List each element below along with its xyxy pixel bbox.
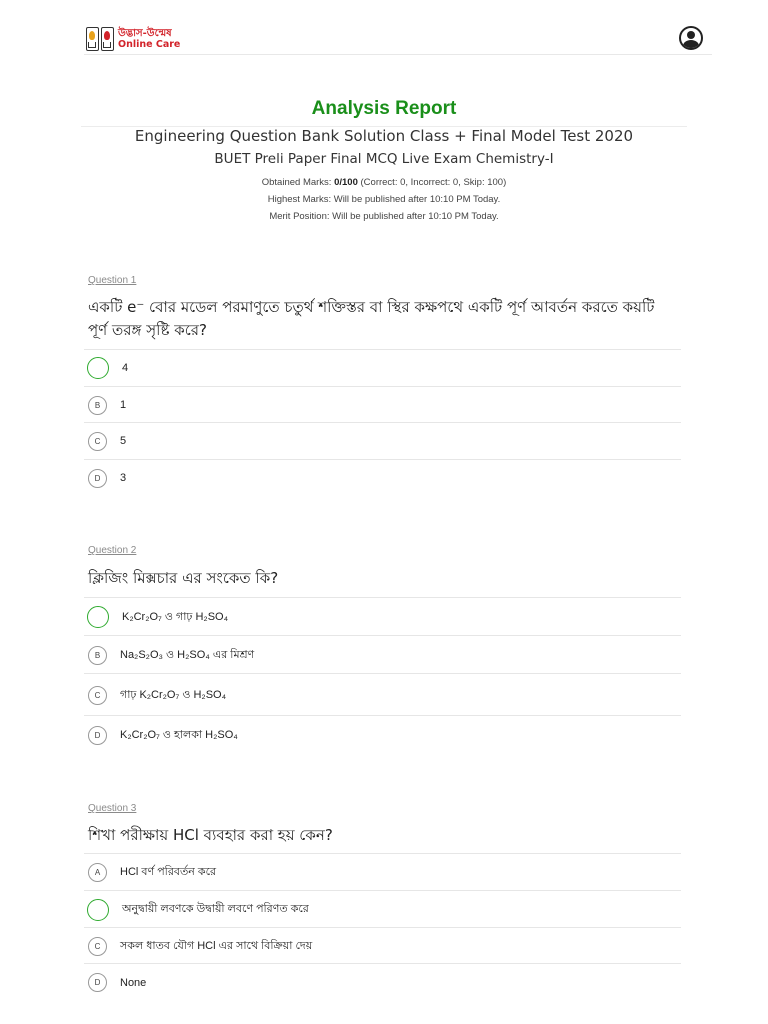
option-text: 5 xyxy=(120,435,127,447)
option-text: সকল ধাতব যৌগ HCl এর সাথে বিক্রিয়া দেয় xyxy=(120,939,313,952)
logo-text xyxy=(118,28,180,50)
option-letter-badge: D xyxy=(88,469,107,488)
option-letter-badge: D xyxy=(88,726,107,745)
question-2-text: ক্লিজিং মিক্সচার এর সংকেত কি? xyxy=(88,569,279,587)
option-text: 4 xyxy=(122,362,129,374)
brand-logo[interactable] xyxy=(86,25,180,53)
option-text: অনুদ্বায়ী লবণকে উদ্বায়ী লবণে পরিণত করে xyxy=(122,903,309,915)
logo-flame-icon xyxy=(86,27,99,51)
option-letter-badge: B xyxy=(88,396,107,415)
option-letter-badge: C xyxy=(88,432,107,451)
option-text: K₂Cr₂O₇ ও গাঢ় H₂SO₄ xyxy=(122,610,229,623)
option-text: 1 xyxy=(120,399,127,411)
option-text: K₂Cr₂O₇ ও হালকা H₂SO₄ xyxy=(120,728,238,741)
question-2-option-c[interactable] xyxy=(84,673,681,716)
option-letter-badge: C xyxy=(88,937,107,956)
option-text: গাঢ় K₂Cr₂O₇ ও H₂SO₄ xyxy=(120,688,227,701)
question-3-option-a[interactable] xyxy=(84,853,681,891)
obtained-detail: (Correct: 0, Incorrect: 0, Skip: 100) xyxy=(360,177,507,188)
logo-mark xyxy=(86,27,114,51)
correct-answer-ring-icon xyxy=(87,899,109,921)
question-1-option-d[interactable] xyxy=(84,459,681,496)
obtained-marks xyxy=(0,177,768,188)
option-letter-badge: A xyxy=(88,863,107,882)
course-title: Engineering Question Bank Solution Class + Final Model Test 2020 xyxy=(134,127,634,145)
highest-marks: Highest Marks: Will be published after 10:10 PM Today. xyxy=(267,194,501,205)
logo-torch-icon xyxy=(101,27,114,51)
option-text: 3 xyxy=(120,472,127,484)
question-3-option-c[interactable] xyxy=(84,927,681,964)
question-1-option-b[interactable] xyxy=(84,386,681,423)
option-letter-badge: C xyxy=(88,686,107,705)
question-3-text: শিখা পরীক্ষায় HCl ব্যবহার করা হয় কেন? xyxy=(88,826,333,844)
correct-answer-ring-icon xyxy=(87,357,109,379)
option-text: HCl বর্ণ পরিবর্তন করে xyxy=(120,866,217,878)
question-3-option-d[interactable] xyxy=(84,963,681,1001)
obtained-value: 0/100 xyxy=(334,177,358,188)
question-1-text: একটি e⁻ বোর মডেল পরমাণুতে চতুর্থ শক্তিস্তর বা স্থির কক্ষপথে একটি পূর্ণ আবর্তন করতে কয়টি পূর্ণ তরঙ্গ সৃষ্টি করে? xyxy=(88,298,655,339)
question-2-option-d[interactable] xyxy=(84,715,681,754)
option-letter-badge: D xyxy=(88,973,107,992)
question-1-option-c[interactable] xyxy=(84,422,681,459)
user-avatar-icon[interactable] xyxy=(679,26,703,50)
question-1-option-a[interactable] xyxy=(84,349,681,386)
option-text: None xyxy=(120,976,147,989)
question-3-label: Question 3 xyxy=(88,803,137,814)
page-title: Analysis Report xyxy=(311,98,457,119)
question-2-option-a[interactable] xyxy=(84,597,681,636)
correct-answer-ring-icon xyxy=(87,606,109,628)
question-1-label: Question 1 xyxy=(88,275,137,286)
logo-line-1: উদ্ভাস-উন্মেষ xyxy=(118,28,172,39)
question-2-option-b[interactable] xyxy=(84,635,681,674)
option-text: Na₂S₂O₃ ও H₂SO₄ এর মিশ্রণ xyxy=(120,648,255,661)
exam-title: BUET Preli Paper Final MCQ Live Exam Chemistry-I xyxy=(214,151,554,167)
merit-position: Merit Position: Will be published after 10:10 PM Today. xyxy=(269,211,499,222)
obtained-label: Obtained Marks: xyxy=(261,177,332,188)
option-letter-badge: B xyxy=(88,646,107,665)
logo-line-2: Online Care xyxy=(118,39,181,50)
top-header xyxy=(84,22,712,55)
question-3-option-b[interactable] xyxy=(84,890,681,928)
question-2-label: Question 2 xyxy=(88,545,137,556)
